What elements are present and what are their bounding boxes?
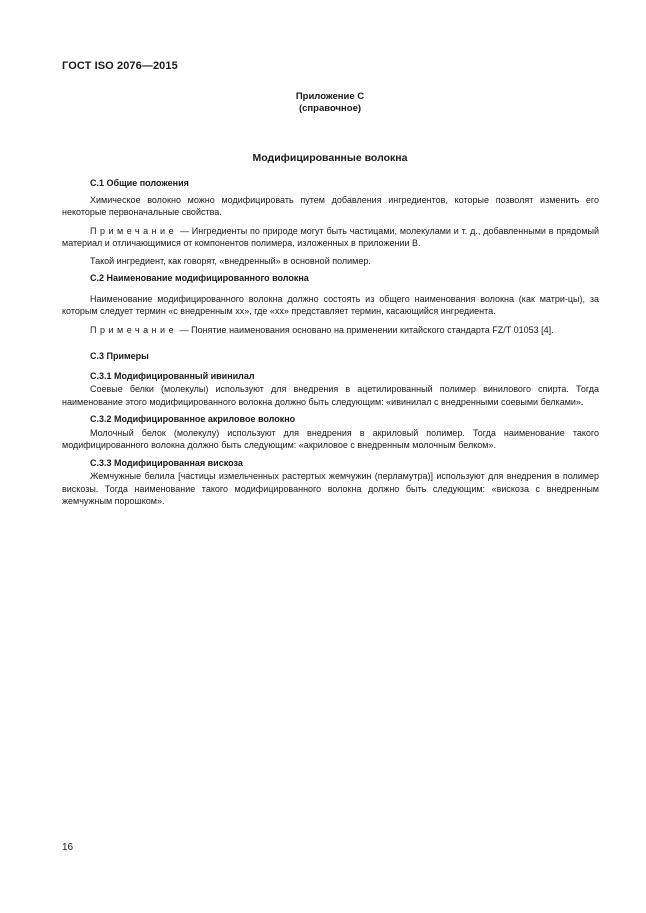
paragraph-c32: Молочный белок (молекулу) используют для внедрения в акриловый полимер. Тогда наименование такого модифицированного волокна должно быть следующим: «акриловое с внедренным молочным белком». [62,427,599,450]
section-heading-c2: С.2 Наименование модифицированного волокна [90,273,309,283]
appendix-heading [230,91,430,115]
note-continuation-c1: Такой ингредиент, как говорят, «внедренный» в основной полимер. [90,255,371,266]
note-c2 [62,324,599,337]
note-text: — Понятие наименования основано на применении китайского стандарта FZ/T 01053 [4]. [177,324,554,335]
note-label: Примечание [90,324,178,335]
section-heading-c1: С.1 Общие положения [90,178,189,188]
standard-header: ГОСТ ISO 2076—2015 [62,60,178,72]
note-c1 [62,225,599,250]
appendix-title: Приложение С [295,91,365,102]
paragraph-c1: Химическое волокно можно модифицировать путем добавления ингредиентов, которые позволят изменить его некоторые первоначальные свойства. [62,194,599,217]
paragraph-c31: Соевые белки (молекулы) используют для внедрения в ацетилированный полимер винилового спирта. Тогда наименование этого модифицированного волокна должно быть следующим: «ивинилал с внедренными соевыми белками». [62,384,599,407]
paragraph-c33: Жемчужные белила [частицы измельченных растертых жемчужин (перламутра)] используют для внедрения в полимер вискозы. Тогда наименование такого модифицированного волокна должно быть следующим: «вискоза с внедренным жемчужным порошком». [62,471,599,506]
subsection-heading-c32: С.3.2 Модифицированное акриловое волокно [90,414,296,424]
subsection-heading-c31: С.3.1 Модифицированный ивинилал [90,370,255,381]
paragraph-c2: Наименование модифицированного волокна должно состоять из общего наименования волокна (как матри-цы), за которым следует термин «с внедренным хх», где «хх» представляет термин, касающийся ингредиента. [62,293,599,316]
document-title: Модифицированные волокна [252,152,408,164]
subsection-heading-c33: С.3.3 Модифицированная вискоза [90,457,243,468]
note-text: — Ингредиенты по природе могут быть частицами, молекулами и т. д., добавленными в прядомый материал и отличающимися от компонентов полимера, изложенных в приложении В. [62,225,599,248]
appendix-subtitle: (справочное) [298,103,362,114]
section-heading-c3: С.3 Примеры [90,351,149,361]
page-number: 16 [62,842,74,853]
document-body [62,177,599,508]
note-label: Примечание [90,225,178,236]
